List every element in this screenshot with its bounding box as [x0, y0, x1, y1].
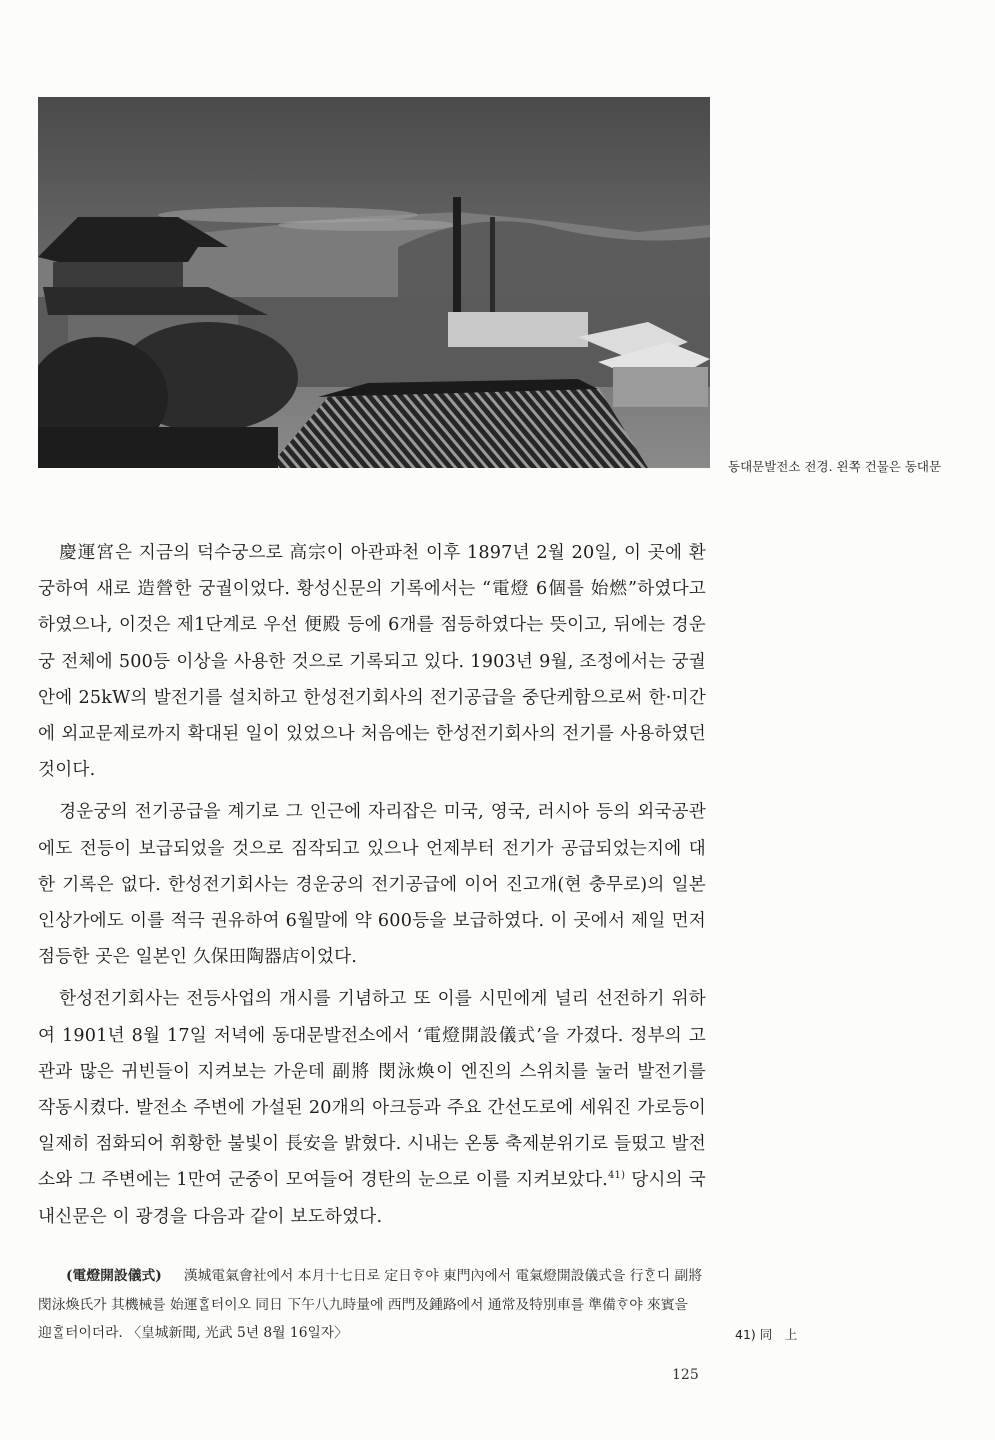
photo-illustration — [38, 97, 710, 468]
quote-text: 漢城電氣會社에서 本月十七日로 定日ᄒᆞ야 東門內에서 電氣燈開設儀式을 行ᄒᆞᆫ디 副將 閔泳煥氏가 其機械를 始運ᄒᆞᆯ터이오 同日 下午八九時量에 西門及鍾路에서 通常及特別車를 準備ᄒᆞ야 來賓을 迎ᄒᆞᆯ터이더라. 〈皇城新聞, 光武 5년 8월 16일자〉 — [38, 1268, 703, 1342]
paragraph-2: 경운궁의 전기공급을 계기로 그 인근에 자리잡은 미국, 영국, 러시아 등의 외국공관에도 전등이 보급되었을 것으로 짐작되고 있으나 언제부터 전기가 공급되었는지에 대한 기록은 없다. 한성전기회사는 경운궁의 전기공급에 이어 진고개(현 충무로)의 일본인상가에도 이를 적극 권유하여 6월말에 약 600등을 보급하였다. 이 곳에서 제일 먼저 점등한 곳은 일본인 久保田陶器店이었다. — [38, 802, 706, 968]
page-number: 125 — [672, 1367, 699, 1383]
newspaper-quote — [38, 1262, 706, 1348]
paragraph-3-tail: 당시의 국내신문은 이 광경을 다음과 같이 보도하였다. — [38, 1170, 706, 1227]
paragraph-1: 慶運宮은 지금의 덕수궁으로 高宗이 아관파천 이후 1897년 2월 20일, 이 곳에 환궁하여 새로 造營한 궁궐이었다. 황성신문의 기록에서는 “電燈 6個를 始燃”하였다고 하였으나, 이것은 제1단계로 우선 便殿 등에 6개를 점등하였다는 뜻이고, 뒤에는 경운궁 전체에 500등 이상을 사용한 것으로 기록되고 있다. 1903년 9월, 조정에서는 궁궐 안에 25kW의 발전기를 설치하고 한성전기회사의 전기공급을 중단케함으로써 한·미간에 외교문제로까지 확대된 일이 있었으나 처음에는 한성전기회사의 전기를 사용하였던 것이다. — [38, 543, 706, 781]
footnote-reference: 41) — [607, 1170, 626, 1182]
body-text — [38, 535, 706, 1235]
power-plant-photo — [38, 97, 710, 468]
photo-caption: 동대문발전소 전경. 왼쪽 건물은 동대문 — [728, 459, 942, 474]
paragraph-3 — [38, 981, 706, 1234]
footnote: 41) 同 上 — [735, 1327, 798, 1342]
quote-title: (電燈開設儀式) — [66, 1268, 162, 1284]
paragraph-3-main: 한성전기회사는 전등사업의 개시를 기념하고 또 이를 시민에게 널리 선전하기 위하여 1901년 8월 17일 저녁에 동대문발전소에서 ‘電燈開設儀式’을 가졌다. 정부의 고관과 많은 귀빈들이 지켜보는 가운데 副將 閔泳煥이 엔진의 스위치를 눌러 발전기를 작동시켰다. 발전소 주변에 가설된 20개의 아크등과 주요 간선도로에 세워진 가로등이 일제히 점화되어 휘황한 불빛이 長安을 밝혔다. 시내는 온통 축제분위기로 들떴고 발전소와 그 주변에는 1만여 군중이 모여들어 경탄의 눈으로 이를 지켜보았다. — [38, 989, 706, 1191]
